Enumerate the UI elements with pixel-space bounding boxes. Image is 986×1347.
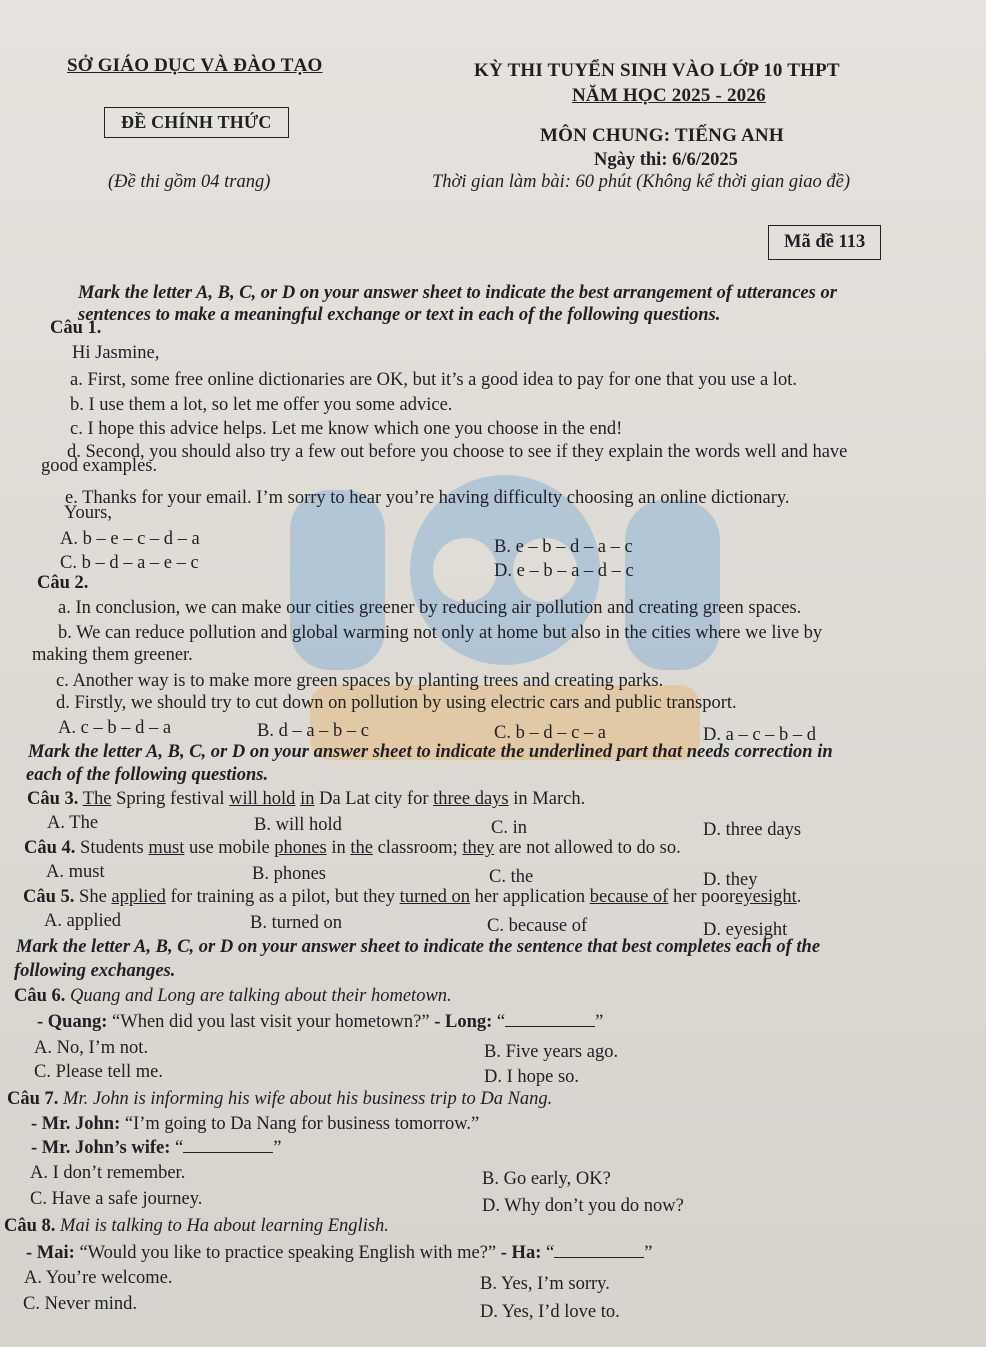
question-1-number: Câu 1.: [50, 318, 102, 338]
exam-title: KỲ THI TUYỂN SINH VÀO LỚP 10 THPT: [474, 60, 840, 81]
q6-option-c[interactable]: C. Please tell me.: [34, 1062, 163, 1082]
instruction-correction-line1: Mark the letter A, B, C, or D on your answer sheet to indicate the underlined part that needs correction in: [28, 742, 833, 762]
q4-underlined-b: phones: [274, 838, 327, 858]
q7-context-text: Mr. John is informing his wife about his business trip to Da Nang.: [63, 1089, 553, 1109]
q7-quote-open: “: [175, 1138, 184, 1158]
q3-underlined-d: three days: [433, 789, 509, 809]
q8-quote-open: “: [545, 1243, 555, 1263]
q1-sentence-c: c. I hope this advice helps. Let me know which one you choose in the end!: [70, 419, 623, 439]
instruction-exchange-line2: following exchanges.: [14, 961, 176, 981]
q5-option-a[interactable]: A. applied: [44, 911, 122, 931]
q2-option-d[interactable]: D. a – c – b – d: [703, 725, 817, 745]
q8-option-b[interactable]: B. Yes, I’m sorry.: [480, 1274, 610, 1294]
exam-code-box: Mã đề 113: [768, 225, 881, 260]
q6-speaker-quang: - Quang:: [37, 1012, 108, 1032]
q7-line-1: [31, 1114, 479, 1135]
q7-speaker-john: - Mr. John:: [31, 1114, 121, 1134]
q5-option-d[interactable]: D. eyesight: [703, 920, 788, 940]
q8-dialogue: [26, 1243, 652, 1264]
department-name: SỞ GIÁO DỤC VÀ ĐÀO TẠO: [67, 55, 323, 76]
q3-underlined-a: The: [82, 789, 112, 809]
q7-speaker-wife: - Mr. John’s wife:: [31, 1138, 171, 1158]
q5-text: her poor: [672, 887, 736, 907]
q5-underlined-a: applied: [111, 887, 166, 907]
q6-context-text: Quang and Long are talking about their hometown.: [70, 986, 452, 1006]
q8-speaker-ha: - Ha:: [500, 1243, 542, 1263]
q6-line-quang: “When did you last visit your hometown?”: [112, 1012, 430, 1032]
question-4-number: Câu 4.: [24, 838, 76, 858]
q1-closing: Yours,: [64, 503, 112, 523]
q2-option-c[interactable]: C. b – d – c – a: [494, 723, 607, 743]
q2-sentence-d: d. Firstly, we should try to cut down on pollution by using electric cars and public transport.: [56, 693, 737, 713]
q4-option-c[interactable]: C. the: [489, 867, 534, 887]
q6-dialogue: [37, 1012, 603, 1033]
q2-option-b[interactable]: B. d – a – b – c: [257, 721, 370, 741]
q2-sentence-c: c. Another way is to make more green spaces by planting trees and creating parks.: [56, 671, 664, 691]
question-4-sentence: [24, 838, 681, 859]
q1-option-c[interactable]: C. b – d – a – e – c: [60, 553, 199, 573]
q5-underlined-b: turned on: [399, 887, 471, 907]
q7-line-john: “I’m going to Da Nang for business tomorrow.”: [124, 1114, 480, 1134]
q7-answer-blank: [183, 1138, 273, 1153]
q6-option-a[interactable]: A. No, I’m not.: [34, 1038, 149, 1058]
q3-option-a[interactable]: A. The: [47, 813, 99, 833]
q3-underlined-b: will hold: [229, 789, 296, 809]
q8-answer-blank: [554, 1243, 644, 1258]
question-7-context: [7, 1089, 552, 1110]
q8-option-c[interactable]: C. Never mind.: [23, 1294, 138, 1314]
q1-sentence-a: a. First, some free online dictionaries are OK, but it’s a good idea to pay for one that you use a lot.: [70, 370, 797, 390]
q5-text: .: [796, 887, 802, 907]
question-6-number: Câu 6.: [14, 986, 66, 1006]
question-8-context: [4, 1216, 389, 1237]
q3-text: Spring festival: [116, 789, 225, 809]
q4-text: classroom;: [377, 838, 458, 858]
q6-answer-blank: [505, 1012, 595, 1027]
q4-option-d[interactable]: D. they: [703, 870, 758, 890]
q5-text: She: [79, 887, 107, 907]
instruction-correction-line2: each of the following questions.: [26, 765, 269, 785]
exam-duration: Thời gian làm bài: 60 phút (Không kể thời gian giao đề): [432, 172, 850, 192]
question-7-number: Câu 7.: [7, 1089, 59, 1109]
q4-text: use mobile: [189, 838, 270, 858]
q8-line-mai: “Would you like to practice speaking English with me?”: [79, 1243, 497, 1263]
q5-option-b[interactable]: B. turned on: [250, 913, 342, 933]
question-5-sentence: [23, 887, 801, 908]
q4-text: are not allowed to do so.: [498, 838, 681, 858]
question-2-number: Câu 2.: [37, 573, 89, 593]
instruction-arrangement-line1: Mark the letter A, B, C, or D on your answer sheet to indicate the best arrangement of utterances or: [78, 283, 837, 303]
q1-option-b[interactable]: B. e – b – d – a – c: [494, 537, 633, 557]
q6-quote-close: ”: [595, 1012, 604, 1032]
q4-underlined-a: must: [148, 838, 185, 858]
q4-text: Students: [80, 838, 144, 858]
q1-sentence-e: e. Thanks for your email. I’m sorry to hear you’re having difficulty choosing an online dictionary.: [65, 488, 790, 508]
q1-option-a[interactable]: A. b – e – c – d – a: [60, 529, 200, 549]
q1-sentence-b: b. I use them a lot, so let me offer you some advice.: [70, 395, 453, 415]
q7-option-d[interactable]: D. Why don’t you do now?: [482, 1196, 684, 1216]
q4-underlined-c: the: [350, 838, 373, 858]
q6-option-d[interactable]: D. I hope so.: [484, 1067, 580, 1087]
q4-text: in: [331, 838, 346, 858]
q5-text: her application: [474, 887, 586, 907]
q3-underlined-c: in: [300, 789, 315, 809]
q8-option-a[interactable]: A. You’re welcome.: [24, 1268, 173, 1288]
q2-sentence-b-line1: b. We can reduce pollution and global warming not only at home but also in the cities where we live by: [58, 623, 823, 643]
q6-option-b[interactable]: B. Five years ago.: [484, 1042, 619, 1062]
q7-option-c[interactable]: C. Have a safe journey.: [30, 1189, 203, 1209]
q1-option-d[interactable]: D. e – b – a – d – c: [494, 561, 634, 581]
q7-quote-close: ”: [273, 1138, 282, 1158]
q4-underlined-d: they: [462, 838, 495, 858]
q2-sentence-a: a. In conclusion, we can make our cities greener by reducing air pollution and creating green spaces.: [58, 598, 802, 618]
q6-speaker-long: - Long:: [434, 1012, 493, 1032]
q3-text: Da Lat city for: [319, 789, 429, 809]
q5-option-c[interactable]: C. because of: [487, 916, 588, 936]
question-3-sentence: [27, 789, 585, 810]
school-year: NĂM HỌC 2025 - 2026: [572, 85, 766, 106]
q8-quote-close: ”: [644, 1243, 653, 1263]
q6-quote-open: “: [496, 1012, 506, 1032]
q2-sentence-b-line2: making them greener.: [32, 645, 193, 665]
q3-option-c[interactable]: C. in: [491, 818, 527, 838]
official-exam-label: ĐỀ CHÍNH THỨC: [104, 107, 289, 138]
q3-option-d[interactable]: D. three days: [703, 820, 802, 840]
exam-date: Ngày thi: 6/6/2025: [594, 150, 738, 170]
q7-line-2: [31, 1138, 281, 1159]
q8-option-d[interactable]: D. Yes, I’d love to.: [480, 1302, 620, 1322]
q1-greeting: Hi Jasmine,: [72, 343, 160, 363]
page-count-note: (Đề thi gồm 04 trang): [108, 172, 271, 192]
q4-option-a[interactable]: A. must: [46, 862, 105, 882]
q1-sentence-d-line1: d. Second, you should also try a few out before you choose to see if they explain the words well and have: [67, 442, 848, 462]
q8-speaker-mai: - Mai:: [26, 1243, 75, 1263]
q5-underlined-d: eyesight: [735, 887, 797, 907]
q4-option-b[interactable]: B. phones: [252, 864, 326, 884]
q3-text: in March.: [513, 789, 586, 809]
q2-option-a[interactable]: A. c – b – d – a: [58, 718, 172, 738]
q7-option-b[interactable]: B. Go early, OK?: [482, 1169, 611, 1189]
q8-context-text: Mai is talking to Ha about learning English.: [60, 1216, 389, 1236]
q5-text: for training as a pilot, but they: [170, 887, 396, 907]
q1-sentence-d-line2: good examples.: [41, 456, 158, 476]
subject-title: MÔN CHUNG: TIẾNG ANH: [540, 125, 784, 146]
q3-option-b[interactable]: B. will hold: [254, 815, 342, 835]
instruction-arrangement-line2: sentences to make a meaningful exchange or text in each of the following questions.: [78, 305, 721, 325]
q5-underlined-c: because of: [589, 887, 669, 907]
question-5-number: Câu 5.: [23, 887, 75, 907]
question-6-context: [14, 986, 452, 1007]
instruction-exchange-line1: Mark the letter A, B, C, or D on your answer sheet to indicate the sentence that best completes each of the: [16, 937, 821, 957]
q7-option-a[interactable]: A. I don’t remember.: [30, 1163, 186, 1183]
question-8-number: Câu 8.: [4, 1216, 56, 1236]
question-3-number: Câu 3.: [27, 789, 79, 809]
